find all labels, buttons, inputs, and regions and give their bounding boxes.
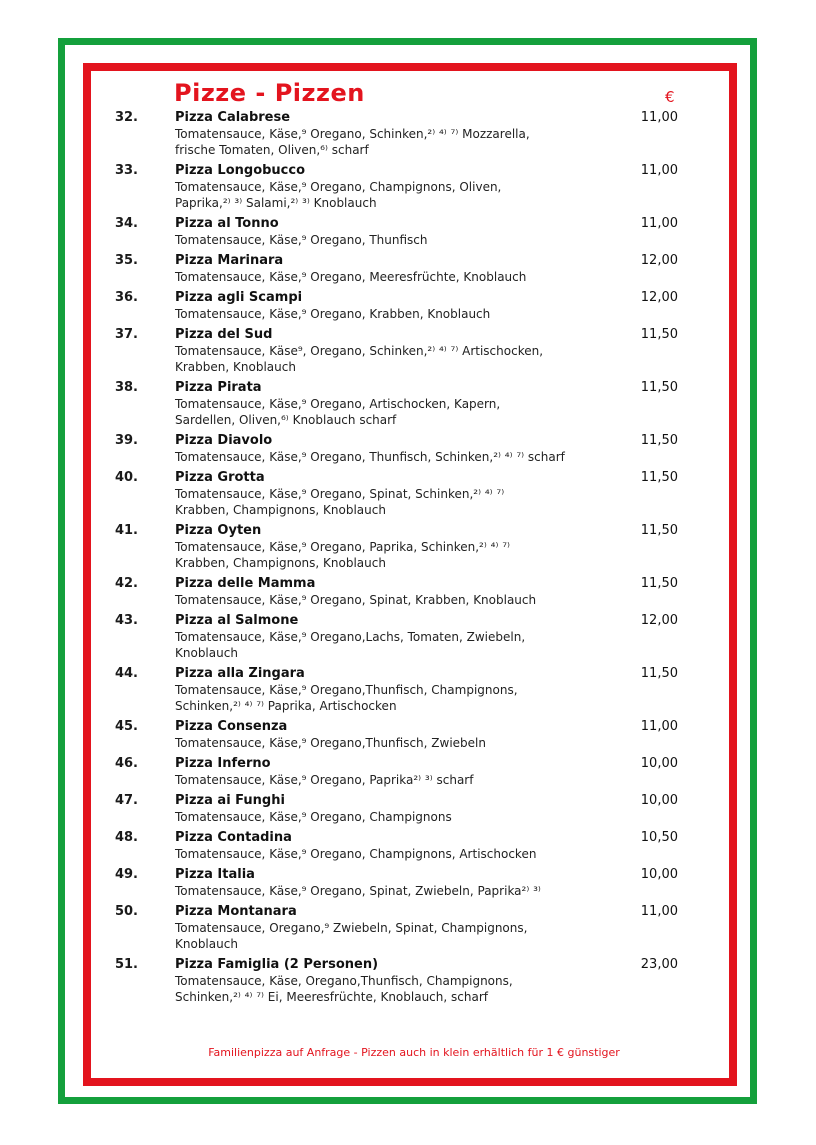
menu-item xyxy=(0,903,816,952)
item-name: Pizza Inferno xyxy=(175,756,271,771)
item-description: Tomatensauce, Käse,⁹ Oregano,Thunfisch, Zwiebeln xyxy=(175,736,486,750)
menu-item xyxy=(0,379,816,428)
item-price: 11,50 xyxy=(640,666,678,681)
item-name: Pizza al Tonno xyxy=(175,216,279,231)
item-description: Tomatensauce, Käse,⁹ Oregano, Spinat, Schinken,²⁾ ⁴⁾ ⁷⁾ Krabben, Champignons, Knoblauch xyxy=(175,487,505,517)
menu-item xyxy=(0,829,816,862)
item-price: 11,00 xyxy=(640,163,678,178)
item-number: 41. xyxy=(114,523,138,538)
menu-item xyxy=(0,755,816,788)
item-name: Pizza al Salmone xyxy=(175,613,299,628)
item-description: Tomatensauce, Käse,⁹ Oregano, Paprika, Schinken,²⁾ ⁴⁾ ⁷⁾ Krabben, Champignons, Knoblauch xyxy=(175,540,510,570)
item-number: 45. xyxy=(114,719,138,734)
item-name: Pizza Montanara xyxy=(175,904,297,919)
item-description: Tomatensauce, Käse,⁹ Oregano, Krabben, Knoblauch xyxy=(175,307,491,321)
item-price: 12,00 xyxy=(640,253,678,268)
item-description: Tomatensauce, Käse,⁹ Oregano, Schinken,²⁾ ⁴⁾ ⁷⁾ Mozzarella, frische Tomaten, Oliven,⁶⁾ scharf xyxy=(175,127,530,157)
menu-item xyxy=(0,665,816,714)
item-name: Pizza ai Funghi xyxy=(175,793,285,808)
menu-list xyxy=(0,109,816,1009)
item-number: 43. xyxy=(114,613,138,628)
menu-item xyxy=(0,289,816,322)
item-price: 23,00 xyxy=(640,957,678,972)
item-number: 32. xyxy=(114,110,138,125)
item-number: 48. xyxy=(114,830,138,845)
menu-item xyxy=(0,469,816,518)
item-number: 37. xyxy=(114,327,138,342)
item-name: Pizza del Sud xyxy=(175,327,273,342)
item-description: Tomatensauce, Käse,⁹ Oregano, Meeresfrüchte, Knoblauch xyxy=(175,270,527,284)
item-name: Pizza Grotta xyxy=(175,470,265,485)
item-name: Pizza Contadina xyxy=(175,830,292,845)
item-description: Tomatensauce, Käse,⁹ Oregano, Paprika²⁾ ³⁾ scharf xyxy=(175,773,474,787)
item-name: Pizza Famiglia (2 Personen) xyxy=(175,957,379,972)
item-number: 33. xyxy=(114,163,138,178)
menu-item xyxy=(0,432,816,465)
item-price: 11,00 xyxy=(640,904,678,919)
item-description: Tomatensauce, Käse,⁹ Oregano, Thunfisch xyxy=(175,233,428,247)
menu-item xyxy=(0,956,816,1005)
item-description: Tomatensauce, Käse,⁹ Oregano, Thunfisch, Schinken,²⁾ ⁴⁾ ⁷⁾ scharf xyxy=(175,450,565,464)
item-number: 50. xyxy=(114,904,138,919)
menu-item xyxy=(0,109,816,158)
item-number: 35. xyxy=(114,253,138,268)
item-price: 11,50 xyxy=(640,470,678,485)
item-name: Pizza Calabrese xyxy=(175,110,291,125)
item-name: Pizza Italia xyxy=(175,867,255,882)
item-number: 38. xyxy=(114,380,138,395)
item-description: Tomatensauce, Käse,⁹ Oregano, Spinat, Krabben, Knoblauch xyxy=(175,593,537,607)
item-price: 10,00 xyxy=(640,867,678,882)
item-price: 11,00 xyxy=(640,110,678,125)
item-price: 10,00 xyxy=(640,793,678,808)
menu-item xyxy=(0,718,816,751)
menu-item xyxy=(0,612,816,661)
menu-item xyxy=(0,252,816,285)
item-description: Tomatensauce, Käse,⁹ Oregano, Champignons, Oliven, Paprika,²⁾ ³⁾ Salami,²⁾ ³⁾ Knoblauch xyxy=(175,180,502,210)
footer-note: Familienpizza auf Anfrage - Pizzen auch in klein erhältlich für 1 € günstiger xyxy=(208,1046,620,1059)
menu-item xyxy=(0,866,816,899)
item-name: Pizza Longobucco xyxy=(175,163,306,178)
item-number: 39. xyxy=(114,433,138,448)
item-description: Tomatensauce, Käse,⁹ Oregano,Thunfisch, Champignons, Schinken,²⁾ ⁴⁾ ⁷⁾ Paprika, Artischocken xyxy=(175,683,518,713)
item-number: 51. xyxy=(114,957,138,972)
item-price: 11,50 xyxy=(640,433,678,448)
item-price: 11,50 xyxy=(640,327,678,342)
menu-item xyxy=(0,792,816,825)
item-number: 34. xyxy=(114,216,138,231)
item-name: Pizza Pirata xyxy=(175,380,262,395)
item-price: 12,00 xyxy=(640,613,678,628)
item-number: 44. xyxy=(114,666,138,681)
item-price: 11,50 xyxy=(640,523,678,538)
menu-item xyxy=(0,215,816,248)
item-number: 40. xyxy=(114,470,138,485)
item-description: Tomatensauce, Käse⁹, Oregano, Schinken,²⁾ ⁴⁾ ⁷⁾ Artischocken, Krabben, Knoblauch xyxy=(175,344,544,374)
item-description: Tomatensauce, Käse,⁹ Oregano, Champignons xyxy=(175,810,452,824)
item-price: 11,00 xyxy=(640,216,678,231)
item-description: Tomatensauce, Käse, Oregano,Thunfisch, Champignons, Schinken,²⁾ ⁴⁾ ⁷⁾ Ei, Meeresfrüchte, Knoblauch, scharf xyxy=(175,974,513,1004)
item-description: Tomatensauce, Käse,⁹ Oregano,Lachs, Tomaten, Zwiebeln, Knoblauch xyxy=(175,630,526,660)
item-name: Pizza Oyten xyxy=(175,523,262,538)
item-price: 11,50 xyxy=(640,380,678,395)
item-name: Pizza Diavolo xyxy=(175,433,273,448)
item-number: 46. xyxy=(114,756,138,771)
item-description: Tomatensauce, Oregano,⁹ Zwiebeln, Spinat, Champignons, Knoblauch xyxy=(175,921,528,951)
item-name: Pizza Consenza xyxy=(175,719,288,734)
menu-item xyxy=(0,522,816,571)
item-price: 11,00 xyxy=(640,719,678,734)
menu-item xyxy=(0,162,816,211)
item-name: Pizza agli Scampi xyxy=(175,290,303,305)
item-number: 49. xyxy=(114,867,138,882)
item-price: 10,50 xyxy=(640,830,678,845)
page-title: Pizze - Pizzen xyxy=(174,79,365,107)
item-name: Pizza Marinara xyxy=(175,253,284,268)
currency-label: € xyxy=(665,88,675,106)
item-name: Pizza delle Mamma xyxy=(175,576,316,591)
item-number: 42. xyxy=(114,576,138,591)
item-number: 36. xyxy=(114,290,138,305)
item-description: Tomatensauce, Käse,⁹ Oregano, Artischocken, Kapern, Sardellen, Oliven,⁶⁾ Knoblauch scharf xyxy=(175,397,501,427)
item-description: Tomatensauce, Käse,⁹ Oregano, Spinat, Zwiebeln, Paprika²⁾ ³⁾ xyxy=(175,884,541,898)
item-price: 10,00 xyxy=(640,756,678,771)
menu-item xyxy=(0,575,816,608)
item-description: Tomatensauce, Käse,⁹ Oregano, Champignons, Artischocken xyxy=(175,847,537,861)
item-price: 11,50 xyxy=(640,576,678,591)
item-name: Pizza alla Zingara xyxy=(175,666,305,681)
item-number: 47. xyxy=(114,793,138,808)
menu-item xyxy=(0,326,816,375)
item-price: 12,00 xyxy=(640,290,678,305)
